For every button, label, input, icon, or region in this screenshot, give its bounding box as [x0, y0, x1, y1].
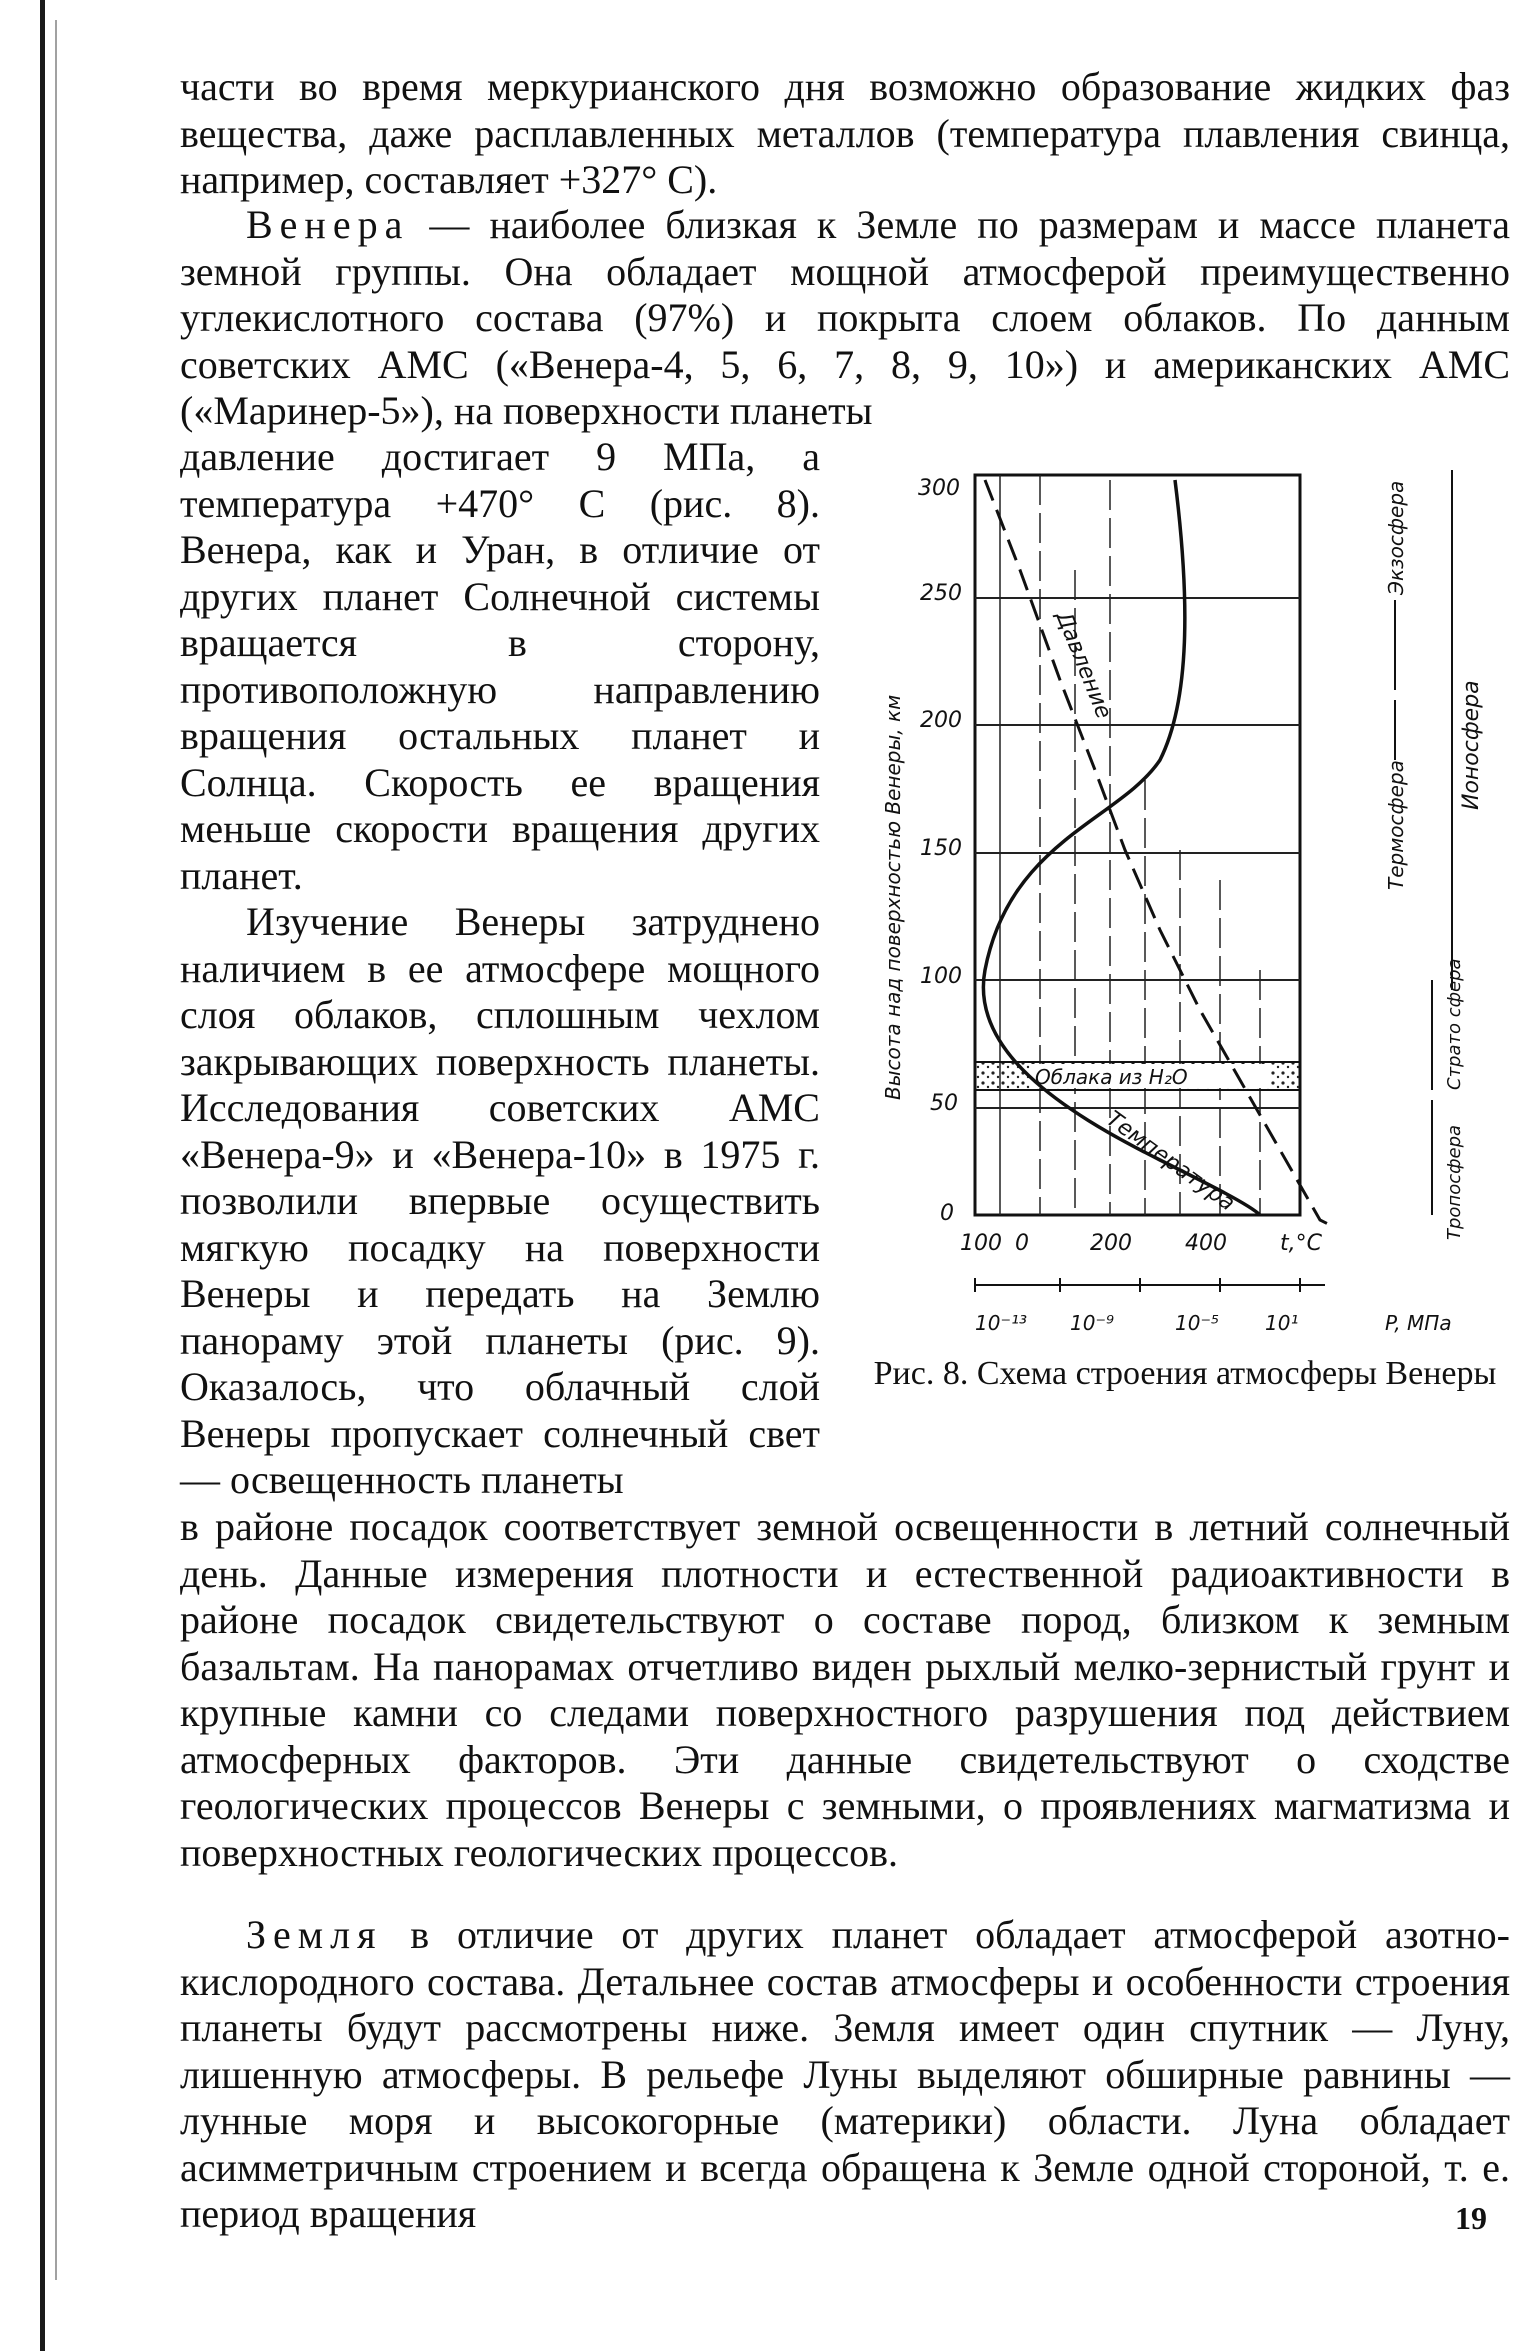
- y-tick-200: 200: [920, 708, 962, 733]
- wrapped-text-column: [180, 434, 820, 1504]
- layer-stratosphere: Страто сфера: [1444, 958, 1465, 1090]
- p-tick-1e-13: 10⁻¹³: [975, 1311, 1028, 1335]
- figure-caption: Рис. 8. Схема строения атмосферы Венеры: [873, 1355, 1497, 1392]
- plot-frame: [975, 475, 1300, 1215]
- p-tick-1e-9: 10⁻⁹: [1070, 1311, 1115, 1335]
- paragraph-text: части во время меркурианского дня возможно образование жидких фаз вещества, даже расплавленных металлов (температура плавления свинца, например, составляет +327° С).: [180, 64, 1510, 202]
- layer-exosphere: Экзосфера: [1384, 480, 1408, 595]
- y-tick-100: 100: [920, 964, 962, 989]
- y-axis-label: Высота над поверхностью Венеры, км: [881, 694, 905, 1100]
- y-tick-250: 250: [920, 581, 962, 606]
- p-axis-unit: P, МПа: [1385, 1311, 1452, 1335]
- paragraph-mercury-end: [180, 64, 1510, 204]
- t-tick-400: 400: [1185, 1231, 1227, 1256]
- figure-venus-atmosphere: [860, 450, 1510, 1350]
- page-binding-edge: [40, 0, 45, 2351]
- paragraph-text: в отличие от других планет обладает атмосферой азотно-кислородного состава. Детальнее состав атмосферы и особенности строения планеты будут рассмотрены ниже. Земля имеет один спутник — Луну, лишенную атмосферы. В рельефе Луны выделяют обширные равнины — лунные моря и высокогорные (материки) области. Луна обладает асимметричным строением и всегда обращена к Земле одной стороной, т. е. период вращения: [180, 1912, 1510, 2236]
- term-venus: Венера: [246, 202, 410, 247]
- grid-vertical: [1000, 475, 1260, 1215]
- atmosphere-diagram: [860, 450, 1510, 1350]
- term-earth: Земля: [246, 1912, 383, 1957]
- paragraph-earth: [180, 1912, 1510, 2238]
- p-tick-1e1: 10¹: [1265, 1311, 1299, 1335]
- temperature-curve: [983, 480, 1260, 1215]
- y-tick-0: 0: [940, 1201, 954, 1226]
- paragraph-venus-landing: [180, 1504, 1510, 1876]
- layer-ionosphere: Ионосфера: [1459, 680, 1484, 810]
- y-tick-300: 300: [918, 476, 960, 501]
- page-binding-shadow: [55, 20, 57, 2280]
- t-axis-unit: t,°C: [1280, 1231, 1322, 1256]
- paragraph-venus-study: Изучение Венеры затруднено наличием в ее атмосфере мощного слоя облаков, сплошным чехлом закрывающих поверхность планеты. Исследования советских АМС «Венера-9» и «Венера-10» в 1975 г. позволили впервые осуществить мягкую посадку на поверхности Венеры и передать на Землю панораму этой планеты (рис. 9). Оказалось, что облачный слой Венеры пропускает солнечный свет — освещенность планеты: [180, 899, 820, 1502]
- t-tick-0: 0: [1015, 1231, 1029, 1256]
- layer-troposphere: Тропосфера: [1444, 1124, 1465, 1240]
- t-tick-100: 100: [960, 1231, 1002, 1256]
- grid-horizontal: [975, 598, 1300, 1108]
- paragraph-venus-intro: [180, 202, 1510, 435]
- p-tick-1e-5: 10⁻⁵: [1175, 1311, 1220, 1335]
- layer-thermosphere: Термосфера: [1384, 760, 1408, 890]
- paragraph-text: — наиболее близкая к Земле по размерам и массе планета земной группы. Она обладает мощной атмосферой преимущественно углекислотного состава (97%) и покрыта слоем облаков. По данным советских АМС («Венера-4, 5, 6, 7, 8, 9, 10») и американских АМС («Маринер-5»), на поверхности планеты: [180, 202, 1510, 433]
- pressure-label: Давление: [1050, 607, 1117, 723]
- y-tick-50: 50: [930, 1091, 958, 1116]
- temperature-label: Температура: [1101, 1106, 1240, 1217]
- paragraph-text: в районе посадок соответствует земной освещенности в летний солнечный день. Данные измерения плотности и естественной радиоактивности в районе посадок свидетельствуют о составе пород, близком к земным базальтам. На панорамах отчетливо виден рыхлый мелко-зернистый грунт и крупные камни со следами поверхностного разрушения под действием атмосферных факторов. Эти данные свидетельствуют о сходстве геологических процессов Венеры с земными, о проявлениях магматизма и поверхностных геологических процессов.: [180, 1504, 1510, 1875]
- t-tick-200: 200: [1090, 1231, 1132, 1256]
- y-tick-150: 150: [920, 836, 962, 861]
- paragraph-venus-wrap: давление достигает 9 МПа, а температура +470° С (рис. 8). Венера, как и Уран, в отличие от других планет Солнечной системы вращается в сторону, противоположную направлению вращения остальных планет и Солнца. Скорость ее вращения меньше скорости вращения других планет.: [180, 434, 820, 898]
- page-number: 19: [1455, 2200, 1487, 2236]
- cloud-label: Облака из H₂O: [1035, 1065, 1188, 1089]
